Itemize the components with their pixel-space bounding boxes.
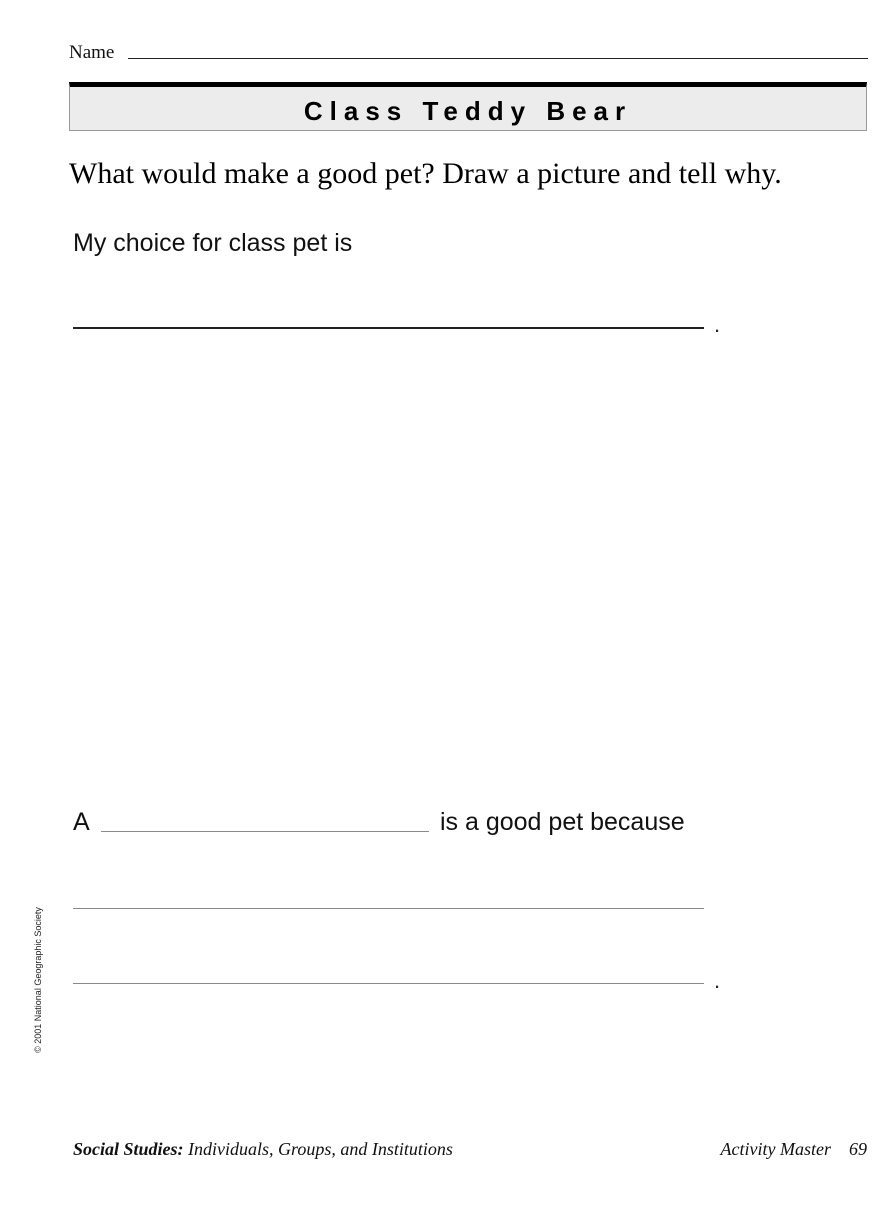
reason-prefix: A <box>73 808 90 836</box>
title-banner <box>69 82 867 131</box>
choice-label: My choice for class pet is <box>73 229 353 257</box>
footer-subject-title: Social Studies: <box>73 1139 184 1159</box>
reason-period: . <box>714 968 721 993</box>
choice-period: . <box>714 312 721 337</box>
footer-master-label: Activity Master <box>720 1139 831 1159</box>
name-label: Name <box>69 42 115 63</box>
footer-master <box>721 1139 867 1160</box>
reason-middle: is a good pet because <box>440 808 685 836</box>
reason-line-1[interactable] <box>73 908 704 909</box>
footer-subject <box>73 1139 453 1160</box>
drawing-area[interactable] <box>73 360 868 790</box>
footer-subject-subtitle: Individuals, Groups, and Institutions <box>183 1139 453 1159</box>
instructions: What would make a good pet? Draw a picture and tell why. <box>69 157 782 190</box>
pet-name-line[interactable] <box>101 831 429 832</box>
reason-line-2[interactable] <box>73 983 704 984</box>
page-number: 69 <box>849 1139 867 1159</box>
page-title: Class Teddy Bear <box>303 96 633 126</box>
choice-answer-line[interactable] <box>73 327 704 329</box>
copyright-notice: © 2001 National Geographic Society <box>33 907 43 1053</box>
name-field[interactable] <box>128 58 868 59</box>
